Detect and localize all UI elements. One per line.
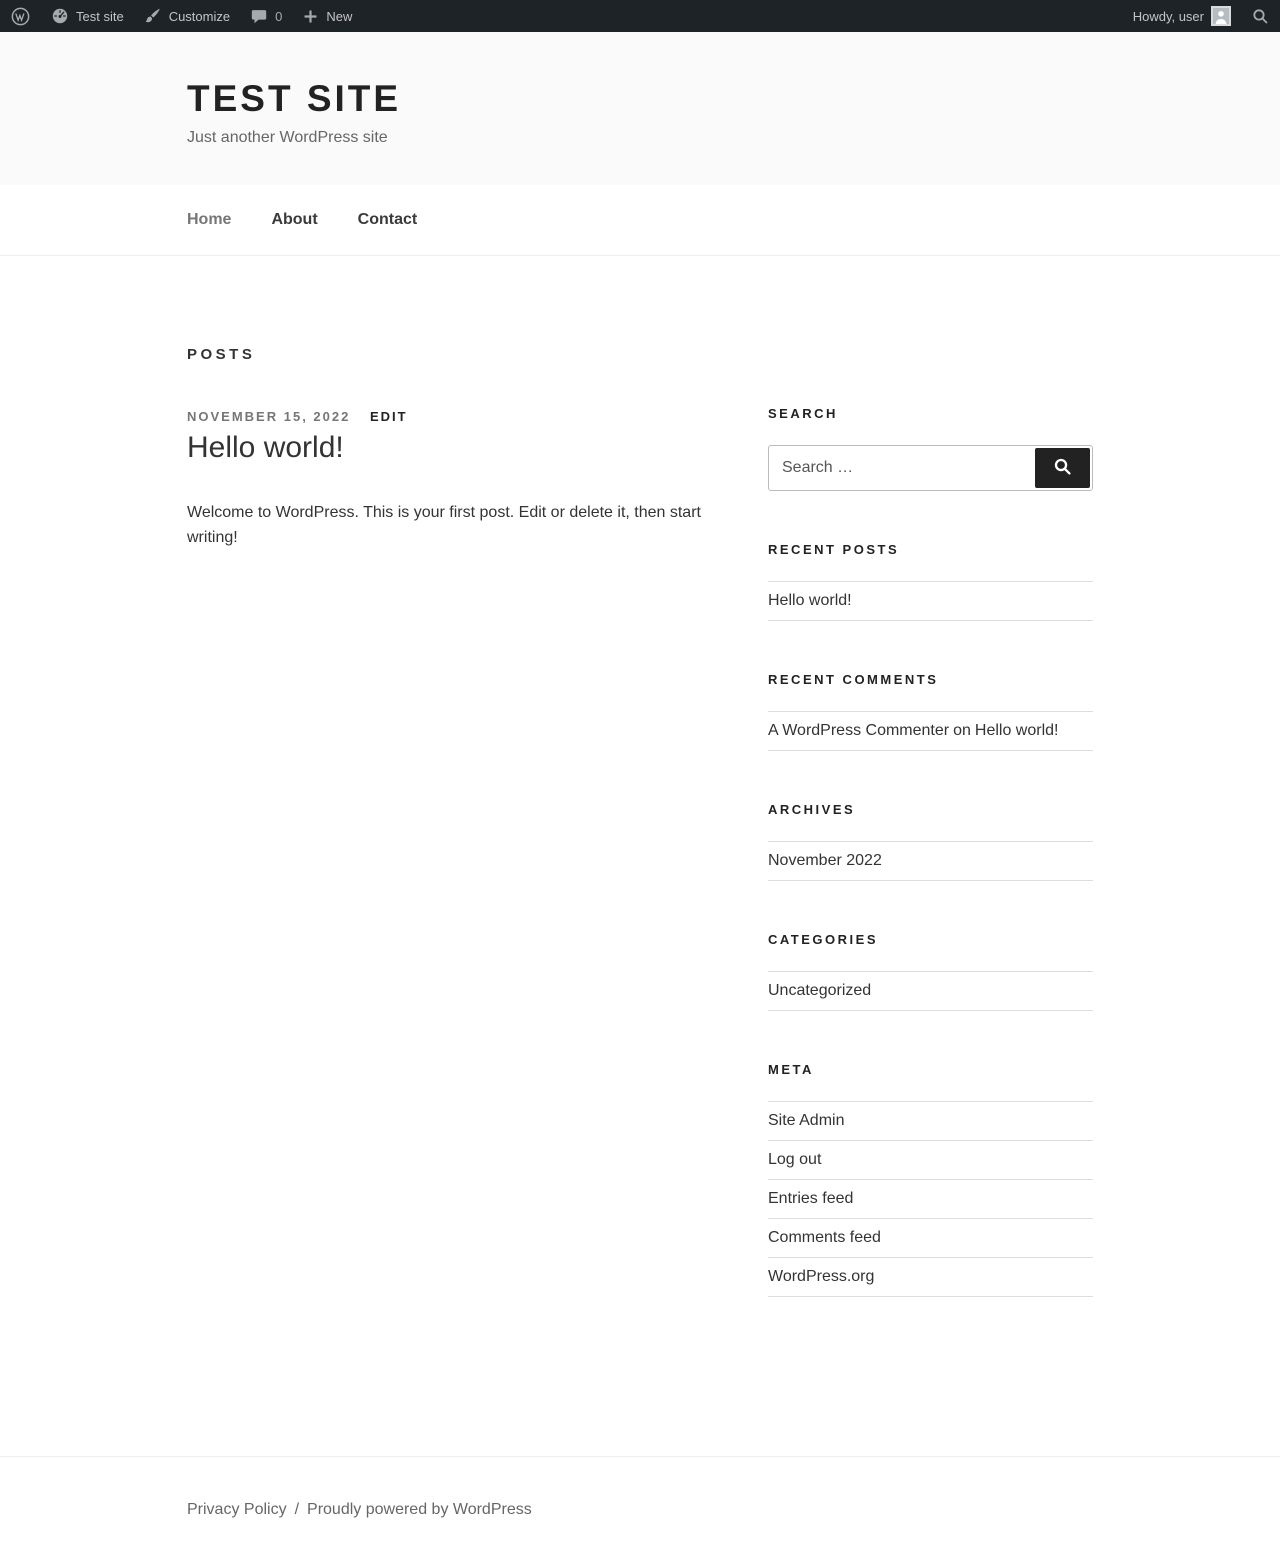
comment-author-link[interactable]: A WordPress Commenter [768, 722, 950, 739]
user-avatar [1211, 6, 1231, 26]
comment-bubble-icon [250, 7, 268, 25]
search-form [768, 445, 1093, 491]
post-title-link[interactable]: Hello world! [187, 431, 344, 464]
main-nav [0, 185, 1280, 256]
list-item [768, 582, 1093, 621]
meta-comments-feed-link[interactable]: Comments feed [768, 1229, 881, 1246]
recent-comments-list [768, 711, 1093, 751]
powered-by-link[interactable]: Proudly powered by WordPress [307, 1501, 532, 1518]
post-edit-link[interactable]: EDIT [369, 409, 408, 424]
search-icon [1052, 456, 1073, 480]
categories-widget [768, 932, 1093, 1011]
search-widget [768, 406, 1093, 491]
meta-widget [768, 1062, 1093, 1297]
recent-posts-title: RECENT POSTS [768, 542, 900, 557]
main-content [187, 256, 1093, 1456]
archives-list [768, 841, 1093, 881]
admin-bar [0, 0, 1280, 32]
search-icon [1251, 7, 1270, 26]
recent-posts-list [768, 581, 1093, 621]
post-article [187, 409, 714, 551]
search-widget-title: SEARCH [768, 406, 838, 421]
admin-bar-site-name-label: Test site [76, 8, 124, 24]
recent-posts-widget [768, 542, 1093, 621]
meta-list [768, 1101, 1093, 1297]
recent-comments-widget [768, 672, 1093, 751]
admin-bar-new-label: New [326, 8, 353, 24]
archives-widget [768, 802, 1093, 881]
site-tagline: Just another WordPress site [187, 129, 388, 146]
admin-bar-right [1123, 0, 1280, 32]
recent-comments-title: RECENT COMMENTS [768, 672, 939, 687]
list-item [768, 1180, 1093, 1219]
post-title [187, 431, 714, 465]
dashboard-gauge-icon [51, 7, 69, 25]
list-item [768, 842, 1093, 881]
admin-bar-comments[interactable] [240, 0, 292, 32]
paintbrush-icon [144, 7, 162, 25]
privacy-policy-link[interactable]: Privacy Policy [187, 1501, 287, 1518]
howdy-user-label: Howdy, user [1132, 8, 1204, 24]
search-submit-button[interactable] [1035, 448, 1090, 488]
nav-item-about[interactable]: About [271, 211, 318, 228]
meta-entries-feed-link[interactable]: Entries feed [768, 1190, 854, 1207]
sidebar [768, 406, 1093, 1348]
meta-title: META [768, 1062, 814, 1077]
footer-separator: / [294, 1501, 300, 1518]
meta-site-admin-link[interactable]: Site Admin [768, 1112, 845, 1129]
post-date-link[interactable]: NOVEMBER 15, 2022 [187, 409, 351, 424]
admin-bar-search[interactable] [1241, 0, 1280, 32]
admin-bar-new[interactable] [292, 0, 362, 32]
site-title [187, 78, 1093, 120]
recent-post-link[interactable]: Hello world! [768, 592, 852, 609]
admin-bar-customize-label: Customize [168, 8, 231, 24]
post-meta-row [187, 409, 714, 424]
admin-bar-comments-count: 0 [275, 8, 283, 24]
comment-connector: on [953, 722, 971, 739]
categories-list [768, 971, 1093, 1011]
archive-link[interactable]: November 2022 [768, 852, 882, 869]
posts-section-heading: POSTS [187, 346, 256, 363]
comment-post-link[interactable]: Hello world! [974, 722, 1059, 739]
admin-bar-site-name[interactable] [41, 0, 134, 32]
admin-bar-left [0, 0, 362, 32]
list-item [768, 712, 1093, 751]
list-item [768, 1219, 1093, 1258]
wordpress-logo-menu[interactable] [0, 0, 41, 32]
site-footer [0, 1456, 1280, 1561]
list-item [768, 1258, 1093, 1297]
site-title-link[interactable]: TEST SITE [187, 78, 402, 119]
nav-item-contact[interactable]: Contact [357, 211, 418, 228]
list-item [768, 972, 1093, 1011]
admin-bar-customize[interactable] [134, 0, 240, 32]
meta-wordpress-org-link[interactable]: WordPress.org [768, 1268, 875, 1285]
list-item [768, 1102, 1093, 1141]
site-header [0, 32, 1280, 185]
post-body-text: Welcome to WordPress. This is your first post. Edit or delete it, then start writing! [187, 504, 701, 546]
nav-item-home[interactable]: Home [187, 211, 232, 228]
category-link[interactable]: Uncategorized [768, 982, 872, 999]
meta-log-out-link[interactable]: Log out [768, 1151, 822, 1168]
archives-title: ARCHIVES [768, 802, 856, 817]
posts-column [187, 346, 714, 1348]
list-item [768, 1141, 1093, 1180]
categories-title: CATEGORIES [768, 932, 878, 947]
admin-bar-my-account[interactable] [1123, 0, 1241, 32]
plus-icon [302, 8, 319, 25]
wordpress-logo-icon [10, 6, 31, 27]
